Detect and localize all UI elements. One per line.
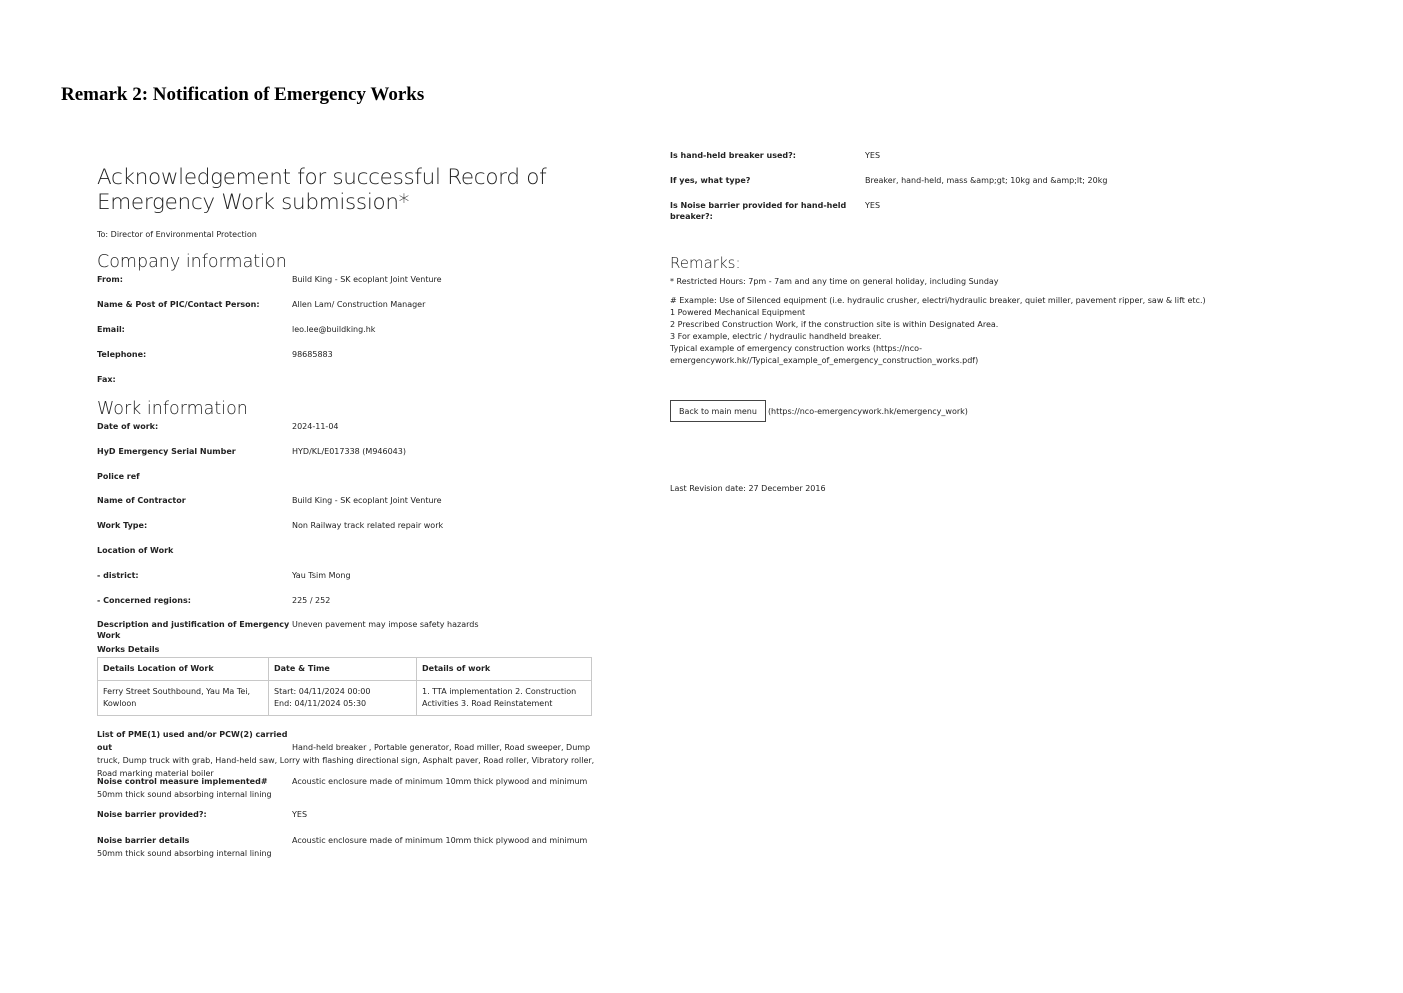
recipient-line: To: Director of Environmental Protection: [97, 230, 257, 239]
company-info: [97, 274, 597, 388]
field-label: If yes, what type?: [670, 176, 751, 185]
field-value: YES: [292, 810, 308, 820]
field-value: Breaker, hand-held, mass &amp;gt; 10kg and &amp;lt; 20kg: [865, 176, 1108, 185]
remark-title: Remark 2: Notification of Emergency Works: [61, 84, 425, 105]
field-label: List of PME(1) used and/or PCW(2) carried out: [97, 730, 288, 753]
remark-line: 1 Powered Mechanical Equipment: [670, 308, 806, 317]
field-label: Police ref: [97, 471, 140, 481]
works-details-table: [97, 657, 592, 716]
column-header: Date & Time: [269, 658, 417, 681]
company-row-fax: [97, 374, 597, 388]
restricted-hours-note: * Restricted Hours: 7pm - 7am and any time on general holiday, including Sunday: [670, 277, 999, 286]
field-label: Work Type:: [97, 521, 148, 531]
field-value: 2024-11-04: [292, 422, 339, 431]
work-row-serial: [97, 446, 597, 471]
work-row-contractor: [97, 495, 597, 520]
typical-example-link[interactable]: Typical example of emergency construction works (https://nco-: [670, 344, 923, 353]
noise-barrier-row: [97, 809, 597, 834]
field-label: Email:: [97, 325, 125, 334]
field-label: Fax:: [97, 375, 116, 384]
field-value: Uneven pavement may impose safety hazards: [292, 620, 479, 630]
field-value: Hand-held breaker , Portable generator, Road miller, Road sweeper, Dump truck, Dump truck with grab, Hand-held saw, Lorry with flashing directional sign, Asphalt paver, Road roller, Vibratory roller, Road marking material boiler: [97, 743, 595, 779]
typical-example-link-cont[interactable]: emergencywork.hk//Typical_example_of_emergency_construction_works.pdf): [670, 356, 979, 365]
breaker-row-type: [670, 175, 1370, 200]
field-label: Is hand-held breaker used?:: [670, 151, 796, 160]
work-info: [97, 421, 597, 860]
field-value: 98685883: [292, 350, 333, 359]
remarks-heading: Remarks:: [670, 254, 741, 272]
field-label: Noise barrier details: [97, 836, 190, 846]
company-row-email: [97, 324, 597, 349]
field-value: Non Railway track related repair work: [292, 521, 444, 531]
field-label: - district:: [97, 570, 139, 580]
cell-location: Ferry Street Southbound, Yau Ma Tei, Kowloon: [98, 681, 269, 716]
field-value: [292, 471, 597, 496]
column-header: Details of work: [417, 658, 592, 681]
field-value: Build King - SK ecoplant Joint Venture: [292, 275, 442, 284]
company-row-contact: [97, 299, 597, 324]
work-row-type: [97, 520, 597, 545]
work-row-regions: [97, 595, 597, 620]
field-label: Date of work:: [97, 422, 159, 431]
start-time: Start: 04/11/2024 00:00: [274, 687, 371, 697]
breaker-row-barrier: [670, 200, 1370, 225]
company-section-heading: Company information: [97, 252, 287, 272]
remark-line: 2 Prescribed Construction Work, if the construction site is within Designated Area.: [670, 320, 999, 329]
field-label: From:: [97, 275, 123, 284]
field-value: Yau Tsim Mong: [292, 570, 351, 580]
field-value: [292, 545, 597, 570]
field-value: Acoustic enclosure made of minimum 10mm thick plywood and minimum 50mm thick sound absorbing internal lining: [97, 777, 588, 800]
cell-date-time: [269, 681, 417, 716]
table-header-row: [98, 658, 592, 681]
work-row-district: [97, 570, 597, 595]
field-label: Description and justification of Emergency Work: [97, 620, 290, 641]
work-section-heading: Work information: [97, 399, 248, 419]
field-label: Location of Work: [97, 545, 174, 555]
field-value: YES: [865, 151, 881, 160]
field-label: Name of Contractor: [97, 496, 186, 506]
works-details-label: Works Details: [97, 645, 160, 655]
remark-line: # Example: Use of Silenced equipment (i.e. hydraulic crusher, electri/hydraulic breaker, quiet miller, pavement ripper, saw & lift etc.): [670, 296, 1206, 305]
company-row-from: [97, 274, 597, 299]
field-value: YES: [865, 201, 881, 210]
work-row-description: [97, 619, 597, 644]
acknowledgement-page: [97, 165, 597, 860]
field-label: Noise barrier provided?:: [97, 810, 207, 820]
remarks-notes: [670, 295, 1370, 367]
work-row-location: [97, 545, 597, 570]
field-label: Is Noise barrier provided for hand-held breaker?:: [670, 201, 847, 221]
breaker-row-used: [670, 150, 1370, 175]
continuation-page: [670, 150, 1370, 493]
table-row: [98, 681, 592, 716]
field-label: Noise control measure implemented#: [97, 777, 268, 787]
company-row-telephone: [97, 349, 597, 374]
barrier-details-block: [97, 834, 597, 860]
field-value: Acoustic enclosure made of minimum 10mm thick plywood and minimum 50mm thick sound absorbing internal lining: [97, 836, 588, 859]
email-link[interactable]: leo.lee@buildking.hk: [292, 325, 376, 334]
field-value: Allen Lam/ Construction Manager: [292, 300, 426, 309]
field-value: HYD/KL/E017338 (M946043): [292, 446, 406, 456]
back-to-main-menu-button[interactable]: Back to main menu: [670, 400, 766, 422]
noise-measure-block: [97, 775, 597, 807]
field-value: Build King - SK ecoplant Joint Venture: [292, 496, 442, 506]
back-row: [670, 400, 1370, 422]
work-row-date: [97, 421, 597, 446]
field-label: - Concerned regions:: [97, 595, 191, 605]
last-revision-date: Last Revision date: 27 December 2016: [670, 484, 826, 493]
back-url-text[interactable]: (https://nco-emergencywork.hk/emergency_work): [767, 406, 968, 416]
column-header: Details Location of Work: [98, 658, 269, 681]
field-value: 225 / 252: [292, 595, 331, 605]
breaker-info: [670, 150, 1370, 225]
field-value: [292, 374, 597, 388]
end-time: End: 04/11/2024 05:30: [274, 699, 367, 709]
field-label: Name & Post of PIC/Contact Person:: [97, 300, 260, 309]
page-title: Acknowledgement for successful Record of Emergency Work submission*: [97, 165, 547, 215]
field-label: Telephone:: [97, 350, 147, 359]
field-label: HyD Emergency Serial Number: [97, 446, 236, 456]
work-row-police-ref: [97, 471, 597, 496]
remark-line: 3 For example, electric / hydraulic handheld breaker.: [670, 332, 882, 341]
cell-details: 1. TTA implementation 2. Construction Activities 3. Road Reinstatement: [417, 681, 592, 716]
pme-block: [97, 728, 597, 779]
